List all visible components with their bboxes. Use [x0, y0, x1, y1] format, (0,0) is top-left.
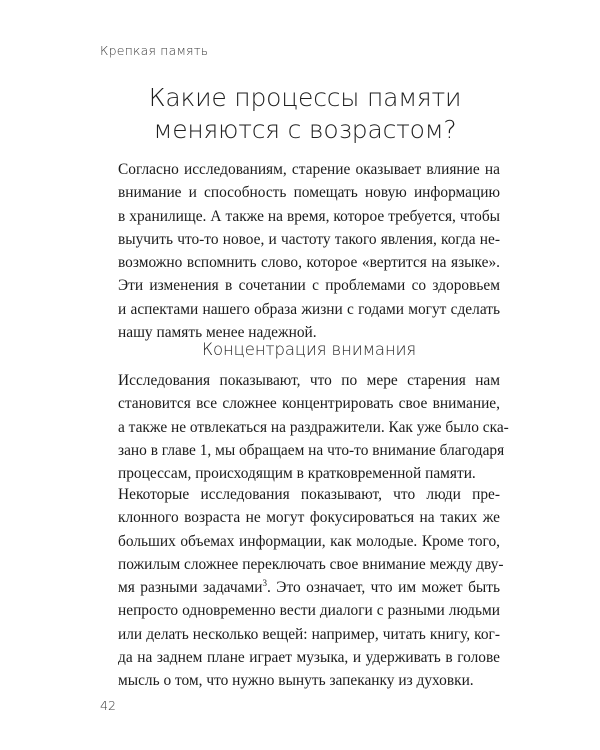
- paragraph-attention-research: [118, 369, 509, 485]
- text-line: а также не отвлекаться на раздражители. Как уже было ска-: [118, 418, 509, 436]
- chapter-title-line-2: меняются с возрастом?: [153, 115, 457, 144]
- text-line: Эти изменения в сочетании с проблемами со здоровьем: [118, 277, 500, 295]
- text-fragment: . Это означает, что им может быть: [266, 579, 500, 597]
- paragraph-elderly-focus: [118, 483, 504, 693]
- text-line: Некоторые исследования показывают, что люди пре-: [118, 486, 500, 503]
- text-line: и аспектами нашего образа жизни с годами могут сделать: [118, 300, 500, 318]
- text-line: процессам, происходящим в кратковременной памяти.: [118, 465, 476, 483]
- chapter-title: [110, 82, 500, 146]
- running-header: Крепкая память: [100, 43, 209, 58]
- section-heading: Концентрация внимания: [201, 340, 417, 359]
- text-line: нашу память менее надежной.: [118, 324, 317, 342]
- text-line: Исследования показывают, что по мере старения нам: [118, 372, 500, 389]
- text-line: больших объемах информации, как молодые. Кроме того,: [118, 532, 500, 550]
- text-line: в хранилище. А также на время, которое требуется, чтобы: [118, 207, 500, 225]
- text-line: Согласно исследованиям, старение оказывает влияние на: [118, 161, 500, 178]
- paragraph-aging-effects: [118, 158, 500, 344]
- text-line: мысль о том, что нужно вынуть запеканку из духовки.: [118, 672, 474, 690]
- text-fragment: мя разными задачами: [118, 579, 263, 597]
- text-line: непросто одновременно вести диалоги с разными людьми: [118, 602, 500, 620]
- text-line: да на заднем плане играет музыка, и удерживать в голове: [118, 649, 500, 667]
- text-line: выучить что-то новое, и частоту такого явления, когда не-: [118, 230, 500, 248]
- text-line: клонного возраста не могут фокусироваться на таких же: [118, 509, 500, 527]
- chapter-title-line-1: Какие процессы памяти: [148, 83, 462, 112]
- text-line: становится все сложнее концентрировать свое внимание,: [118, 395, 500, 413]
- text-line: зано в главе 1, мы обращаем на что-то внимание благодаря: [118, 441, 505, 459]
- text-line: внимание и способность помещать новую информацию: [118, 184, 500, 202]
- footnote-marker: 3: [262, 578, 267, 589]
- text-line: пожилым сложнее переключать свое внимание между дву-: [118, 555, 504, 573]
- page-number: 42: [100, 698, 116, 713]
- text-line: возможно вспомнить слово, которое «вертится на языке».: [118, 254, 500, 272]
- text-line: или делать несколько вещей: например, читать книгу, ког-: [118, 625, 500, 643]
- text-line-with-footnote: [118, 576, 500, 599]
